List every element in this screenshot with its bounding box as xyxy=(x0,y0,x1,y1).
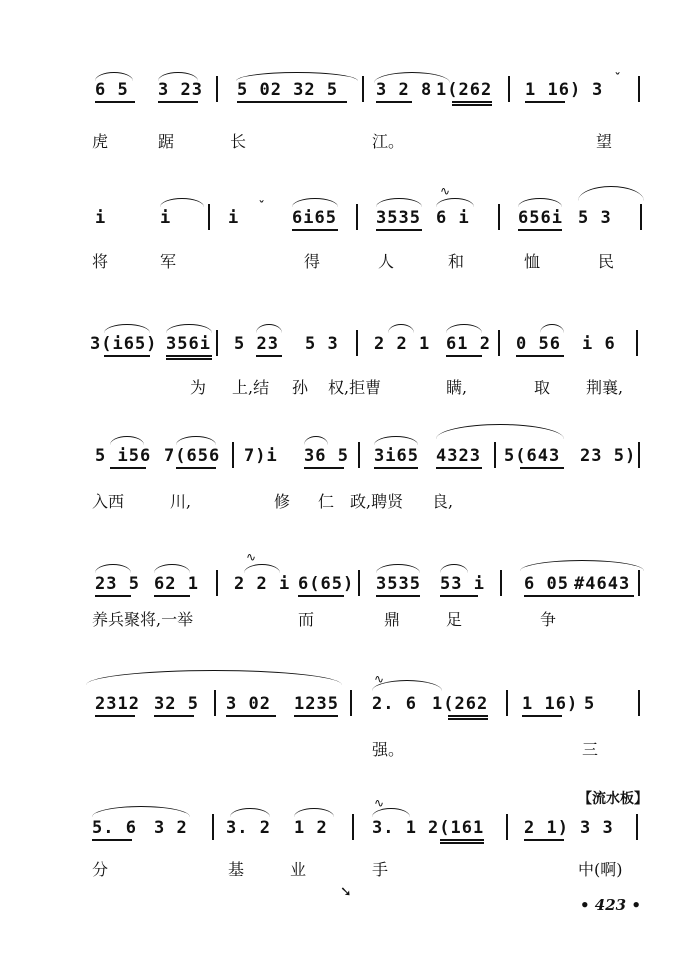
note-group: 23 5) xyxy=(580,446,637,466)
slur xyxy=(376,564,420,573)
lyric: 取 xyxy=(534,378,551,397)
lyric: 民 xyxy=(598,252,615,271)
lyric: 修 xyxy=(274,492,291,511)
note-group: 656i xyxy=(518,208,563,228)
slur xyxy=(374,436,418,445)
bar-line xyxy=(636,814,638,840)
lyric: 分 xyxy=(92,860,109,879)
lyric: 足 xyxy=(446,610,463,629)
bar-line xyxy=(638,442,640,468)
note-group: 4323 xyxy=(436,446,481,466)
note-group: 7(656 xyxy=(164,446,221,466)
lyric: 鼎 xyxy=(384,610,401,629)
underline xyxy=(452,101,492,103)
note-group: 5(643 xyxy=(504,446,561,466)
lyric: 荆襄, xyxy=(586,378,624,397)
underline xyxy=(292,229,338,231)
note-group: 5 3 xyxy=(578,208,612,228)
lyric: 得 xyxy=(304,252,321,271)
bar-line xyxy=(358,570,360,596)
bar-line xyxy=(500,570,502,596)
note-group: 5 i56 xyxy=(95,446,152,466)
note-group: 3 2 8 xyxy=(376,80,433,100)
note-group: i xyxy=(95,208,107,228)
slur xyxy=(104,324,150,333)
note-group: 6 5 xyxy=(95,80,129,100)
underline xyxy=(436,467,482,469)
lyric: 江。 xyxy=(372,132,405,151)
lyric: 长 xyxy=(230,132,247,151)
lyric: 强。 xyxy=(372,740,405,759)
note-group: 1 2 xyxy=(294,818,328,838)
note-group: 36 5 xyxy=(304,446,349,466)
bar-line xyxy=(640,204,642,230)
ink-blot: ➘ xyxy=(340,884,352,900)
underline xyxy=(154,715,194,717)
note-group: 1(262 xyxy=(432,694,489,714)
slur xyxy=(244,564,280,573)
note-group: 3 23 xyxy=(158,80,203,100)
lyric: 良, xyxy=(432,492,454,511)
lyric: 争 xyxy=(540,610,557,629)
note-group: 1235 xyxy=(294,694,339,714)
slur xyxy=(292,198,338,207)
slur xyxy=(446,324,482,333)
bar-line xyxy=(356,330,358,356)
note-group: 5 xyxy=(584,694,596,714)
note-group: 6 i xyxy=(436,208,470,228)
lyric: 而 xyxy=(298,610,315,629)
bar-line xyxy=(362,76,364,102)
underline xyxy=(452,104,492,106)
underline xyxy=(522,715,562,717)
slur xyxy=(294,808,334,817)
lyric: 川, xyxy=(170,492,192,511)
lyric: 孙 xyxy=(292,378,309,397)
lyric: 虎 xyxy=(92,132,109,151)
note-group: 2 2 i xyxy=(234,574,291,594)
underline xyxy=(92,839,132,841)
lyric: 仁 xyxy=(318,492,335,511)
underline xyxy=(446,355,482,357)
note-group: 1 16) xyxy=(522,694,579,714)
underline xyxy=(374,467,418,469)
underline xyxy=(166,355,212,357)
note-group: 1 16) xyxy=(525,80,582,100)
slur xyxy=(110,436,144,445)
underline xyxy=(448,718,488,720)
bar-line xyxy=(216,330,218,356)
lyric: 三 xyxy=(582,740,599,759)
note-group: 3 02 xyxy=(226,694,271,714)
bar-line xyxy=(216,570,218,596)
underline xyxy=(518,229,562,231)
bar-line xyxy=(352,814,354,840)
note-group: 5 23 xyxy=(234,334,279,354)
bar-line xyxy=(636,330,638,356)
underline xyxy=(237,101,347,103)
note-group: 7)i xyxy=(244,446,278,466)
underline xyxy=(440,595,478,597)
slur xyxy=(256,324,282,333)
underline xyxy=(524,839,564,841)
slur xyxy=(436,198,474,207)
underline xyxy=(95,715,135,717)
bar-line xyxy=(506,814,508,840)
bar-line xyxy=(506,690,508,716)
note-group: 2312 xyxy=(95,694,140,714)
slur xyxy=(166,324,212,333)
lyric: 踞 xyxy=(158,132,175,151)
breath-mark: ˇ xyxy=(258,199,267,213)
mordent-mark: ∿ xyxy=(374,796,385,810)
underline xyxy=(448,715,488,717)
note-group: 3 3 xyxy=(580,818,614,838)
underline xyxy=(95,595,131,597)
underline xyxy=(520,467,564,469)
slur xyxy=(518,198,562,207)
underline xyxy=(376,229,422,231)
note-group: 53 i xyxy=(440,574,485,594)
lyric: 恤 xyxy=(524,252,541,271)
note-group: 1(262 xyxy=(436,80,493,100)
note-group: 23 5 xyxy=(95,574,140,594)
note-group: 3535 xyxy=(376,574,421,594)
lyric: 权,拒曹 xyxy=(328,378,382,397)
note-group: 32 5 xyxy=(154,694,199,714)
lyric: 和 xyxy=(448,252,465,271)
lyric: 望 xyxy=(596,132,613,151)
note-group: 2(161 xyxy=(428,818,485,838)
underline xyxy=(158,101,198,103)
bar-line xyxy=(358,442,360,468)
underline xyxy=(440,842,484,844)
underline xyxy=(376,595,420,597)
lyric: 上,结 xyxy=(232,378,270,397)
page-number: • 423 • xyxy=(580,896,641,914)
note-group: i xyxy=(160,208,172,228)
slur xyxy=(160,198,204,207)
lyric: 手 xyxy=(372,860,389,879)
note-group: 3(i65) xyxy=(90,334,158,354)
bar-line xyxy=(212,814,214,840)
slur xyxy=(520,560,644,571)
note-group: 3. 1 xyxy=(372,818,417,838)
note-group: i xyxy=(228,208,240,228)
underline xyxy=(95,101,135,103)
slur xyxy=(95,72,133,81)
slur xyxy=(440,564,468,573)
bar-line xyxy=(208,204,210,230)
bar-line xyxy=(232,442,234,468)
breath-mark: ˇ xyxy=(614,71,623,85)
slur xyxy=(95,564,131,573)
bar-line xyxy=(350,690,352,716)
note-group: 2 1) xyxy=(524,818,569,838)
note-group: 3. 2 xyxy=(226,818,271,838)
note-group: 2 2 1 xyxy=(374,334,431,354)
underline xyxy=(154,595,190,597)
lyric: 为 xyxy=(190,378,207,397)
note-group: i 6 xyxy=(582,334,616,354)
lyric: 中(啊) xyxy=(578,860,623,879)
bar-line xyxy=(214,690,216,716)
underline xyxy=(166,358,212,360)
note-group: 62 1 xyxy=(154,574,199,594)
slur xyxy=(236,72,358,81)
slur xyxy=(158,72,198,81)
slur xyxy=(578,186,644,201)
note-group: 3 2 xyxy=(154,818,188,838)
slur xyxy=(86,670,342,685)
note-group: 5 02 32 5 xyxy=(237,80,339,100)
note-group: 0 56 xyxy=(516,334,561,354)
underline xyxy=(524,595,634,597)
note-group: 6 05 xyxy=(524,574,569,594)
note-group: 3i65 xyxy=(374,446,419,466)
note-group: #4643 xyxy=(574,574,631,594)
slur xyxy=(176,436,216,445)
note-group: 3535 xyxy=(376,208,421,228)
note-group: 3 xyxy=(592,80,604,100)
lyric: 人 xyxy=(378,252,395,271)
slur xyxy=(92,806,190,817)
underline xyxy=(294,715,338,717)
bar-line xyxy=(494,442,496,468)
underline xyxy=(110,467,146,469)
bar-line xyxy=(638,76,640,102)
slur xyxy=(540,324,564,333)
lyric: 养兵聚将,一举 xyxy=(92,610,194,629)
note-group: 6(65) xyxy=(298,574,355,594)
underline xyxy=(516,355,564,357)
slur xyxy=(230,808,270,817)
slur xyxy=(374,72,450,83)
note-group: 6i65 xyxy=(292,208,337,228)
slur xyxy=(436,424,564,439)
bar-line xyxy=(216,76,218,102)
slur xyxy=(376,198,422,207)
note-group: 5 3 xyxy=(305,334,339,354)
note-group: 356i xyxy=(166,334,211,354)
lyric: 瞒, xyxy=(446,378,468,397)
bar-line xyxy=(638,690,640,716)
slur xyxy=(304,436,328,445)
underline xyxy=(376,101,412,103)
lyric: 政,聘贤 xyxy=(350,492,404,511)
mordent-mark: ∿ xyxy=(374,672,385,686)
note-group: 2. 6 xyxy=(372,694,417,714)
bar-line xyxy=(508,76,510,102)
lyric: 业 xyxy=(290,860,307,879)
slur xyxy=(154,564,190,573)
underline xyxy=(304,467,344,469)
slur xyxy=(388,324,414,333)
underline xyxy=(440,839,484,841)
bar-line xyxy=(498,330,500,356)
lyric: 基 xyxy=(228,860,245,879)
underline xyxy=(298,595,344,597)
mordent-mark: ∿ xyxy=(440,184,451,198)
lyric: 军 xyxy=(160,252,177,271)
underline xyxy=(176,467,216,469)
section-tag: 【流水板】 xyxy=(578,791,648,807)
underline xyxy=(525,101,565,103)
note-group: 61 2 xyxy=(446,334,491,354)
bar-line xyxy=(498,204,500,230)
note-group: 5. 6 xyxy=(92,818,137,838)
underline xyxy=(256,355,282,357)
underline xyxy=(104,355,150,357)
lyric: 将 xyxy=(92,252,109,271)
lyric: 入西 xyxy=(92,492,125,511)
bar-line xyxy=(356,204,358,230)
underline xyxy=(226,715,276,717)
mordent-mark: ∿ xyxy=(246,550,257,564)
bar-line xyxy=(638,570,640,596)
